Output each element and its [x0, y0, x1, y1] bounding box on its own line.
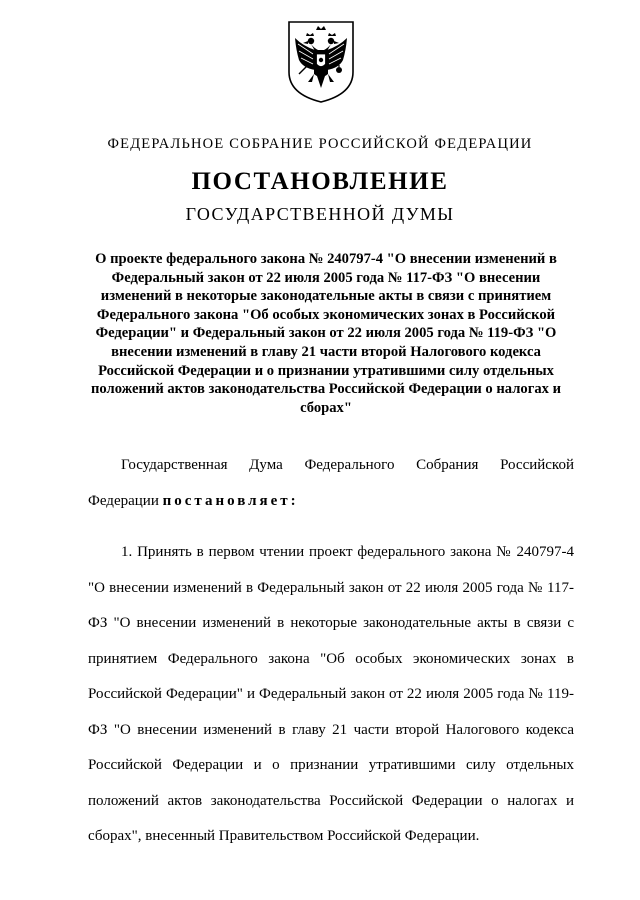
preamble-text: Государственная Дума Федерального Собрания Российской Федерации	[88, 457, 574, 509]
document-type: ПОСТАНОВЛЕНИЕ	[191, 168, 449, 195]
document-issuer: ГОСУДАРСТВЕННОЙ ДУМЫ	[185, 204, 455, 224]
preamble-paragraph	[88, 448, 574, 519]
organization-name: ФЕДЕРАЛЬНОЕ СОБРАНИЕ РОССИЙСКОЙ ФЕДЕРАЦИИ	[107, 136, 533, 152]
preamble-emphasis: постановляет:	[162, 492, 299, 509]
clause-1-paragraph: 1. Принять в первом чтении проект федерального закона № 240797-4 "О внесении изменений в Федеральный закон от 22 июля 2005 года № 117-ФЗ "О внесении изменений в некоторые законодательные акты в связи с принятием Федерального закона "Об особых экономических зонах в Российской Федерации" и Федеральный закон от 22 июля 2005 года № 119-ФЗ "О внесении изменений в главу 21 части второй Налогового кодекса Российской Федерации и о признании утратившими силу отдельных положений актов законодательства Российской Федерации о налогах и сборах", внесенный Правительством Российской Федерации.	[88, 544, 574, 844]
russian-coat-of-arms-icon	[287, 20, 355, 104]
document-subject: О проекте федерального закона № 240797-4 "О внесении изменений в Федеральный закон от 22 июля 2005 года № 117-ФЗ "О внесении изменений в некоторые законодательные акты в связи с принятием Федерального закона "Об особых экономических зонах в Российской Федерации" и Федеральный закон от 22 июля 2005 года № 119-ФЗ "О внесении изменений в главу 21 части второй Налогового кодекса Российской Федерации и о признании утратившими силу отдельных положений актов законодательства Российской Федерации о налогах и сборах"	[91, 251, 561, 416]
